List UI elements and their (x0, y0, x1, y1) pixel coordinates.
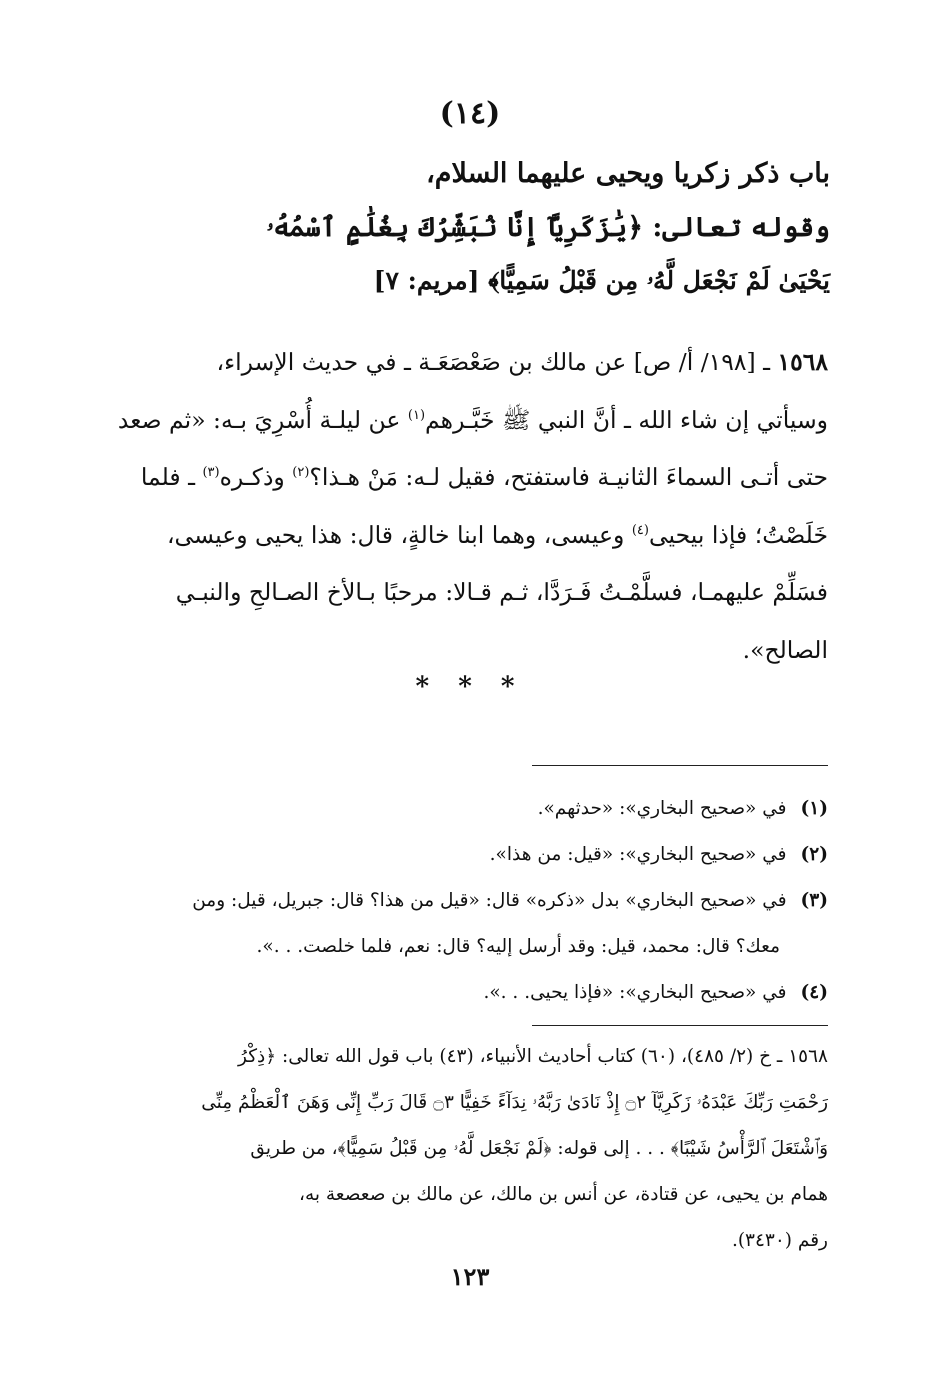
source-line: وَٱشْتَعَلَ ٱلرَّأْسُ شَيْبًا﴾ . . . إلى قوله: ﴿لَمْ نَجْعَل لَّهُۥ مِن قَبْلُ سَمِيًّا﴾، من طريق (250, 1138, 828, 1159)
footnote-number: (٢) (800, 844, 828, 865)
footnote-ref[interactable]: (٤) (631, 522, 649, 538)
hadith-line: الصالح». (742, 635, 828, 664)
chapter-number: (١٤) (439, 96, 501, 131)
hadith-line (108, 334, 828, 392)
section-separator: * * * (415, 672, 525, 702)
hadith-line-text: وعيسى، وهما ابنا خالةٍ، قال: هذا يحيى وعيسى، (166, 520, 625, 549)
footnote-text: في «صحيح البخاري»: «حدثهم». (537, 798, 787, 819)
chapter-verse-line-1: وقوله تعالى: ﴿يَٰزَكَرِيَّآ إِنَّا نُبَشِّرُكَ بِغُلَٰمٍ ٱسْمُهُۥ (266, 212, 830, 243)
footnote-text: في «صحيح البخاري»: «فإذا يحيى. . .». (483, 982, 787, 1003)
hadith-line (108, 449, 828, 507)
source-line: ١٥٦٨ ـ خ (٢/ ٤٨٥)، (٦٠) كتاب أحاديث الأنبياء، (٤٣) باب قول الله تعالى: ﴿ذِكْرُ (238, 1046, 828, 1067)
source-line: همام بن يحيى، عن قتادة، عن أنس بن مالك، عن مالك بن صعصعة به، (298, 1184, 828, 1205)
footnote-text: في «صحيح البخاري»: «قيل: من هذا». (489, 844, 787, 865)
hadith-line: فسَلِّمْ عليهمـا، فسلَّمْـتُ فَـرَدَّا، ثـم قـالا: مرحبًا بـالأخ الصـالحِ والنبـي (175, 578, 828, 606)
hadith-text (108, 334, 828, 679)
source-line: رقم (٣٤٣٠). (731, 1230, 828, 1251)
chapter-title: باب ذكر زكريا ويحيى عليهما السلام، (426, 158, 830, 189)
footnotes (108, 786, 828, 1016)
footnote-number: (٣) (800, 890, 828, 911)
hadith-line-text: ـ فلما (140, 463, 195, 491)
hadith-line (108, 507, 828, 565)
footnote-divider (532, 765, 828, 766)
footnote-item (108, 786, 828, 832)
hadith-line-text: خَلَصْتُ؛ فإذا بيحيى (648, 520, 828, 549)
hadith-line-text: ـ [١٩٨/ أ/ ص] عن مالك بن صَعْصَعَـة ـ في حديث الإسراء، (216, 348, 771, 376)
source-line: رَحْمَتِ رَبِّكَ عَبْدَهُۥ زَكَرِيَّآ ۝٢ إِذْ نَادَىٰ رَبَّهُۥ نِدَآءً خَفِيًّا ۝٣ قَالَ رَبِّ إِنِّى وَهَنَ ٱلْعَظْمُ مِنِّى (201, 1092, 828, 1113)
page-number: ١٢٣ (450, 1262, 490, 1291)
chapter-verse-line-2: يَحْيَىٰ لَمْ نَجْعَل لَّهُۥ مِن قَبْلُ سَمِيًّا﴾ [مريم: ٧] (373, 266, 830, 295)
hadith-line-text: وسيأتي إن شاء الله ـ أنَّ النبي ﷺ خَبَّـرهم (425, 405, 828, 434)
hadith-line-text: وذكـره (219, 463, 285, 491)
hadith-number: ١٥٦٨ (777, 348, 828, 376)
source-references (108, 1034, 828, 1264)
hadith-line-text: حتى أتـى السماءَ الثانيـة فاستفتح، فقيل لـه: مَنْ هـذا؟ (309, 463, 828, 491)
hadith-line (108, 392, 828, 450)
footnote-ref[interactable]: (٣) (202, 465, 220, 481)
footnote-ref[interactable]: (١) (407, 407, 426, 423)
footnote-text: في «صحيح البخاري» بدل «ذكره» قال: «قيل من هذا؟ قال: جبريل، قيل: ومن (192, 890, 787, 911)
footnote-item (108, 970, 828, 1016)
footnote-continuation: معك؟ قال: محمد، قيل: وقد أرسل إليه؟ قال: نعم، فلما خلصت. . .». (256, 936, 780, 957)
footnote-number: (١) (800, 798, 828, 819)
hadith-line-text: عن ليلـة أُسْرِيَ بـه: «ثم صعد (117, 405, 401, 434)
footnote-item (108, 832, 828, 878)
sources-divider (532, 1025, 828, 1026)
footnote-number: (٤) (800, 982, 828, 1003)
footnote-item (108, 878, 828, 924)
footnote-ref[interactable]: (٢) (292, 465, 310, 481)
